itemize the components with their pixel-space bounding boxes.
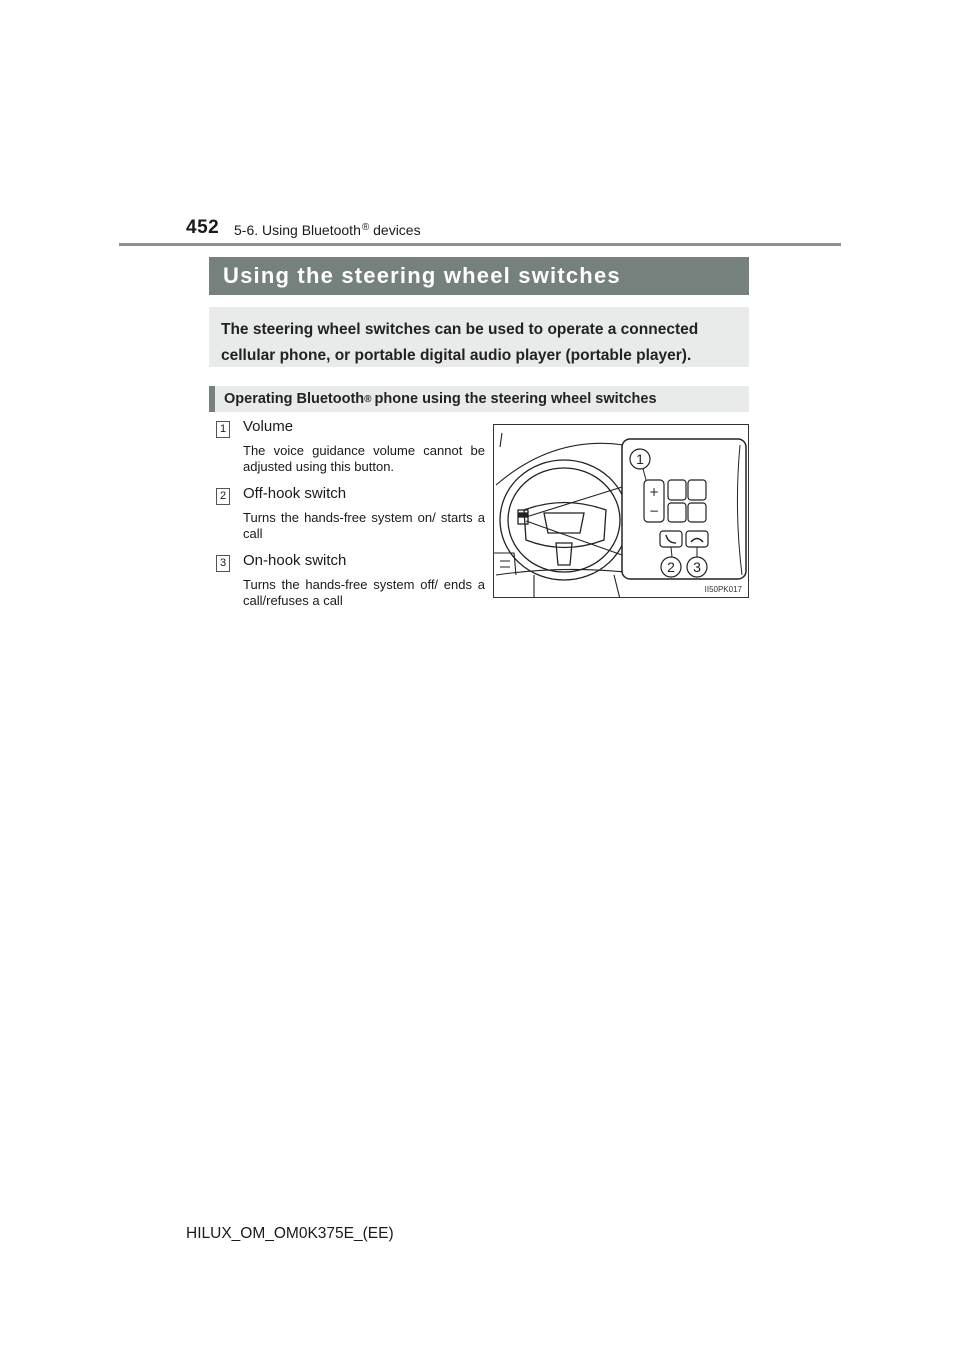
section-ref-suffix: devices bbox=[369, 222, 421, 238]
list-item bbox=[216, 552, 486, 616]
section-ref-text: 5-6. Using Bluetooth bbox=[234, 222, 361, 238]
item-number: 3 bbox=[216, 555, 230, 572]
subsection-heading-suffix: phone using the steering wheel switches bbox=[374, 391, 657, 407]
item-title: Volume bbox=[243, 418, 294, 435]
item-number: 1 bbox=[216, 421, 230, 438]
volume-minus-label: − bbox=[648, 504, 660, 518]
steering-wheel-illustration bbox=[493, 424, 749, 598]
steering-wheel bbox=[500, 460, 628, 580]
list-item bbox=[216, 418, 486, 478]
dashboard-lines bbox=[494, 433, 634, 598]
registered-mark: ® bbox=[361, 222, 370, 233]
item-description: Turns the hands-free system on/ starts a call bbox=[243, 510, 485, 541]
callout-1-label: 1 bbox=[636, 451, 644, 467]
steering-wheel-drawing bbox=[494, 425, 749, 598]
list-item bbox=[216, 485, 486, 545]
section-title: Using the steering wheel switches bbox=[223, 263, 621, 288]
subsection-heading-prefix: Operating Bluetooth bbox=[224, 391, 365, 407]
footer-doc-id: HILUX_OM_OM0K375E_(EE) bbox=[186, 1225, 394, 1242]
intro-text: The steering wheel switches can be used to operate a connected cellular phone, or portable digital audio player (portable player). bbox=[221, 321, 699, 364]
off-hook-switch bbox=[660, 531, 682, 547]
header-divider bbox=[119, 243, 841, 246]
item-title: On-hook switch bbox=[243, 552, 347, 569]
item-number: 2 bbox=[216, 488, 230, 505]
intro-box bbox=[209, 307, 749, 367]
item-title: Off-hook switch bbox=[243, 485, 347, 502]
item-description: The voice guidance volume cannot be adjusted using this button. bbox=[243, 443, 485, 474]
switch-closeup bbox=[622, 439, 746, 579]
section-title-bar bbox=[209, 257, 749, 295]
callout-3-label: 3 bbox=[693, 559, 701, 575]
section-reference bbox=[234, 222, 421, 238]
callout-2-label: 2 bbox=[667, 559, 675, 575]
item-description: Turns the hands-free system off/ ends a call/refuses a call bbox=[243, 577, 485, 608]
page-number: 452 bbox=[186, 217, 220, 238]
figure-code: II50PK017 bbox=[704, 585, 742, 594]
volume-plus-label: + bbox=[648, 485, 660, 499]
subsection-heading bbox=[209, 386, 749, 412]
registered-mark: ® bbox=[364, 393, 372, 405]
